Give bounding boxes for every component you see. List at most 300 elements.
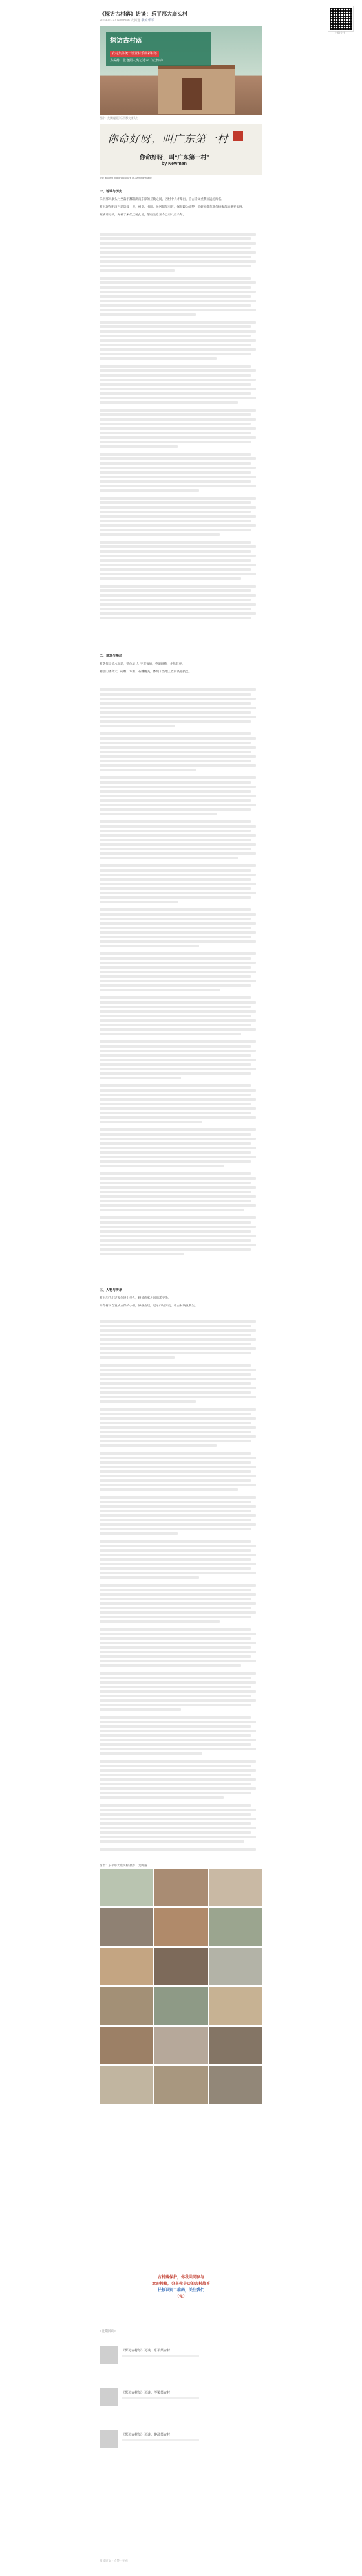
banner-line2: 为保持一张老照人类记述本（征集库） (110, 59, 165, 63)
text-line (100, 918, 251, 920)
text-line (100, 256, 251, 258)
related-thumbnail (100, 2430, 118, 2448)
text-line (100, 1558, 251, 1561)
text-line (100, 1098, 256, 1101)
text-line (100, 693, 251, 696)
article-footer[interactable]: 阅读原文 · 点赞 · 在看 (100, 2559, 128, 2562)
text-line (100, 820, 251, 823)
text-line (100, 813, 217, 815)
text-line (100, 1593, 256, 1596)
text-line (100, 418, 256, 421)
text-line (100, 1488, 238, 1491)
promo-block (100, 2274, 262, 2300)
text-line (100, 1151, 251, 1154)
text-line (100, 996, 251, 999)
text-line (100, 1253, 184, 1255)
seal-stamp-icon (233, 131, 243, 141)
text-line (100, 1699, 256, 1702)
text-line (100, 585, 256, 588)
text-line (100, 1077, 181, 1079)
text-line (100, 1431, 251, 1433)
text-line (100, 1620, 220, 1623)
text-line (100, 1466, 256, 1468)
section-body (100, 197, 262, 221)
text-line (100, 1611, 256, 1614)
paragraph: 如今村民自发成立保护小组，修缮古建，记录口述历史，让古村焕发新生。 (100, 1304, 198, 1308)
text-line (100, 1050, 256, 1052)
text-line (100, 1739, 256, 1741)
text-line (100, 804, 256, 806)
text-line (100, 1796, 224, 1799)
text-line (100, 1408, 256, 1411)
section-title: 一、地域与历史 (100, 190, 123, 193)
text-line (100, 1019, 256, 1022)
text-line (100, 1523, 256, 1526)
paragraph: 村中现存明清古建筑数十座，祠堂、书院、民居错落有致，保存较为完整，是研究赣东北传统聚落的重要实例。 (100, 205, 246, 209)
text-line (100, 564, 256, 566)
text-line (100, 1230, 251, 1233)
text-line (100, 1598, 251, 1600)
text-line (100, 1172, 251, 1175)
text-line (100, 436, 256, 439)
text-line (100, 608, 251, 610)
gallery-photo[interactable] (100, 1948, 153, 1985)
text-line (100, 952, 256, 955)
text-line (100, 1514, 256, 1517)
text-line (100, 1334, 251, 1336)
text-line (100, 1221, 251, 1224)
text-line (100, 962, 256, 964)
ancestral-hall-gate (182, 78, 202, 110)
text-line (100, 1510, 251, 1512)
text-line (100, 716, 256, 718)
text-line (100, 874, 256, 876)
gallery-photo[interactable] (209, 2027, 262, 2064)
text-line (100, 1479, 251, 1482)
text-line (100, 857, 238, 859)
text-line (100, 1033, 241, 1035)
text-line (100, 1572, 256, 1574)
text-line (100, 1743, 251, 1746)
text-line (100, 1054, 251, 1057)
text-line (100, 1068, 256, 1070)
article-meta (100, 18, 262, 23)
text-line (100, 1186, 256, 1189)
gallery-photo[interactable] (100, 2066, 153, 2104)
calligraphy-card (100, 124, 262, 175)
text-line (100, 409, 256, 412)
text-line (100, 1528, 251, 1530)
related-title[interactable]: 《探访古村落》访谈：婺源某古村 (122, 2433, 171, 2437)
text-line (100, 291, 256, 293)
text-line (100, 1787, 256, 1790)
related-article-item[interactable] (100, 2388, 262, 2407)
text-line (100, 1107, 256, 1110)
text-line (100, 1734, 251, 1737)
related-line (122, 2439, 199, 2441)
text-line (100, 1352, 251, 1354)
text-line (100, 365, 251, 368)
text-line (100, 1024, 251, 1026)
text-line (100, 1716, 251, 1719)
text-line (100, 1818, 256, 1820)
text-line (100, 612, 256, 615)
gallery-grid (100, 1869, 262, 2104)
text-line (100, 913, 256, 916)
text-line (100, 1396, 256, 1398)
qr-code-icon (328, 6, 353, 31)
text-line (100, 1006, 251, 1008)
text-line (100, 1059, 256, 1061)
text-line (100, 1540, 251, 1543)
text-line (100, 1452, 251, 1455)
gallery-photo[interactable] (100, 1869, 153, 1906)
text-line (100, 295, 251, 298)
text-line (100, 1045, 251, 1048)
banner-heading-box (106, 32, 211, 66)
gallery-photo[interactable] (100, 1987, 153, 2025)
text-line (100, 388, 256, 390)
paragraph: 祠堂门楼高大，砖雕、木雕、石雕精美，体现了当地工匠的高超技艺。 (100, 670, 192, 674)
gallery-photo[interactable] (209, 1987, 262, 2025)
text-line (100, 808, 251, 811)
text-line (100, 1248, 251, 1251)
text-line (100, 746, 256, 749)
text-line (100, 1602, 256, 1605)
text-line (100, 1783, 251, 1785)
text-line (100, 1686, 251, 1688)
text-line (100, 1440, 251, 1442)
text-line (100, 559, 251, 562)
text-line (100, 471, 251, 474)
text-line (100, 940, 256, 943)
text-line (100, 1356, 175, 1359)
text-line (100, 711, 251, 714)
text-line (100, 1721, 256, 1723)
text-line (100, 776, 256, 779)
text-line (100, 901, 178, 903)
text-line (100, 1792, 251, 1794)
text-line (100, 1822, 251, 1825)
text-line (100, 401, 238, 404)
text-line (100, 1338, 256, 1341)
text-line (100, 966, 251, 969)
text-line (100, 304, 251, 307)
text-line (100, 520, 251, 522)
text-line (100, 1708, 181, 1711)
text-line (100, 480, 251, 483)
text-line (100, 1121, 202, 1123)
text-line (100, 506, 256, 509)
text-line (100, 462, 251, 465)
text-line (100, 725, 175, 727)
text-line (100, 1840, 244, 1843)
text-line (100, 269, 175, 272)
gallery-photo[interactable] (209, 2066, 262, 2104)
text-line (100, 984, 251, 987)
text-line (100, 339, 256, 342)
text-line (100, 720, 251, 723)
text-line (100, 1112, 251, 1114)
text-line (100, 1147, 256, 1149)
text-line (100, 1637, 251, 1640)
text-line (100, 242, 256, 245)
text-line (100, 702, 251, 705)
text-line (100, 330, 256, 333)
text-line (100, 1545, 256, 1547)
text-line (100, 883, 256, 885)
text-line (100, 1235, 256, 1237)
text-line (100, 1549, 251, 1552)
text-line (100, 825, 256, 828)
text-line (100, 344, 251, 346)
text-line (100, 1177, 256, 1180)
text-line (100, 413, 251, 416)
text-line (100, 1142, 251, 1145)
text-line (100, 432, 251, 434)
text-line (100, 1400, 196, 1403)
text-line (100, 300, 256, 302)
text-line (100, 568, 251, 571)
text-line (100, 260, 256, 263)
text-line (100, 848, 251, 850)
gallery-photo[interactable] (100, 2027, 153, 2064)
text-line (100, 1182, 251, 1184)
text-line (100, 233, 256, 236)
text-line (100, 555, 256, 557)
text-line (100, 599, 251, 601)
text-line (100, 1072, 251, 1075)
text-line (100, 1444, 217, 1447)
meta-date: 2019-01-27 (100, 19, 116, 23)
text-line (100, 309, 256, 311)
text-line (100, 1089, 256, 1092)
gallery-photo[interactable] (154, 1869, 208, 1906)
text-line (100, 321, 256, 324)
text-line (100, 737, 256, 740)
text-line (100, 573, 256, 575)
paragraph: 据族谱记载，先祖于宋代迁居此地，繁衍生息至今已有八百余年。 (100, 213, 186, 217)
text-line (100, 878, 251, 881)
text-line (100, 1769, 256, 1772)
gallery-photo[interactable] (154, 1948, 208, 1985)
promo-line: 长按识别二维码，关注我们 (157, 2289, 204, 2293)
text-line (100, 1191, 251, 1193)
text-line (100, 515, 256, 518)
text-line (100, 1584, 256, 1587)
text-line (100, 975, 251, 978)
text-line (100, 397, 256, 399)
meta-account-link[interactable]: 我的乐平 (141, 19, 154, 23)
gallery-caption: 图集：乐平那大康头村 摄影：龙腾遇 (100, 1864, 147, 1867)
text-line (100, 1664, 241, 1667)
text-line (100, 545, 256, 548)
text-line (100, 550, 251, 553)
text-line (100, 1364, 251, 1367)
paragraph: 村中历代出过多位进士举人，耕读传家之风绵延不绝。 (100, 1296, 171, 1299)
text-line (100, 1040, 256, 1043)
text-line (100, 577, 241, 580)
text-line (100, 1457, 256, 1459)
text-line (100, 237, 251, 240)
text-line (100, 1094, 251, 1096)
text-line (100, 1831, 251, 1834)
text-line (100, 795, 256, 797)
text-line (100, 755, 256, 758)
text-line (100, 1387, 256, 1389)
text-line (100, 1128, 256, 1131)
text-line (100, 1244, 256, 1246)
text-block-placeholder (100, 233, 262, 621)
text-line (100, 830, 251, 832)
text-line (100, 1378, 256, 1380)
calligraphy-script: 你命好呀，叫广东第一村 (107, 133, 229, 145)
gallery-photo[interactable] (154, 1908, 208, 1946)
related-article-item[interactable] (100, 2346, 262, 2365)
text-line (100, 1589, 251, 1591)
text-line (100, 357, 217, 360)
text-line (100, 989, 220, 991)
text-line (100, 1422, 251, 1424)
text-line (100, 834, 256, 837)
text-line (100, 1836, 256, 1838)
text-line (100, 957, 251, 960)
text-line (100, 1567, 251, 1570)
text-line (100, 1116, 256, 1119)
text-line (100, 698, 256, 700)
text-line (100, 265, 251, 267)
text-line (100, 927, 251, 929)
text-line (100, 908, 251, 911)
text-line (100, 1484, 256, 1486)
text-line (100, 524, 256, 527)
text-line (100, 427, 256, 430)
gallery-photo[interactable] (100, 1908, 153, 1946)
text-line (100, 1672, 256, 1675)
text-line (100, 1369, 256, 1371)
text-line (100, 541, 251, 544)
text-line (100, 453, 251, 456)
text-line (100, 1505, 256, 1508)
calligraphy-caption: The ancient building culture of Jiaming village (100, 176, 152, 179)
text-line (100, 764, 256, 767)
section-title: 三、人物与传承 (100, 1288, 123, 1292)
text-line (100, 1646, 251, 1649)
text-line (100, 1704, 251, 1706)
text-line (100, 1813, 251, 1816)
text-line (100, 383, 251, 386)
text-line (100, 1320, 256, 1323)
text-line (100, 760, 251, 762)
text-line (100, 1138, 256, 1140)
section-body (100, 661, 262, 677)
text-line (100, 1563, 256, 1565)
text-line (100, 1848, 256, 1851)
text-line (100, 441, 251, 443)
gallery-photo[interactable] (154, 2066, 208, 2104)
related-title[interactable]: 《探访古村落》访谈：浮梁某古村 (122, 2391, 171, 2395)
section-title: 二、建筑与格局 (100, 654, 123, 658)
text-line (100, 1195, 256, 1198)
text-line (100, 1809, 256, 1811)
gallery-photo[interactable] (209, 1948, 262, 1985)
text-line (100, 374, 251, 377)
text-line (100, 1165, 224, 1167)
text-line (100, 1204, 256, 1207)
related-line (122, 2355, 199, 2357)
text-line (100, 247, 251, 249)
text-line (100, 1628, 251, 1631)
text-line (100, 1216, 256, 1219)
text-line (100, 476, 256, 478)
text-line (100, 843, 256, 846)
text-line (100, 325, 251, 328)
text-line (100, 1730, 256, 1732)
text-line (100, 1532, 178, 1535)
related-thumbnail (100, 2346, 118, 2364)
text-line (100, 1496, 256, 1499)
text-line (100, 485, 256, 487)
text-line (100, 281, 256, 284)
text-line (100, 1677, 251, 1679)
photo-gallery (100, 1864, 262, 2104)
text-line (100, 1028, 256, 1031)
gallery-photo[interactable] (154, 1987, 208, 2025)
text-line (100, 1760, 256, 1763)
text-line (100, 896, 251, 899)
text-line (100, 277, 251, 280)
text-line (100, 594, 256, 597)
gallery-photo[interactable] (209, 1908, 262, 1946)
read-more-label: < 往期回顾 > (100, 2329, 116, 2333)
text-line (100, 839, 251, 841)
section-body (100, 1295, 262, 1311)
text-line (100, 353, 251, 355)
text-line (100, 892, 256, 894)
text-line (100, 1690, 256, 1693)
related-title[interactable]: 《探访古村落》访谈：乐平某古村 (122, 2349, 171, 2353)
text-line (100, 369, 256, 372)
text-line (100, 1633, 256, 1635)
text-line (100, 1827, 256, 1829)
text-line (100, 1226, 256, 1228)
text-line (100, 1616, 251, 1618)
text-line (100, 971, 256, 973)
text-line (100, 1413, 251, 1415)
text-line (100, 1554, 256, 1556)
text-line (100, 790, 251, 793)
text-line (100, 1417, 256, 1420)
text-line (100, 348, 256, 351)
text-line (100, 1209, 244, 1211)
text-line (100, 1133, 251, 1136)
related-article-item[interactable] (100, 2430, 262, 2449)
text-line (100, 1475, 256, 1477)
text-line (100, 1001, 256, 1004)
text-line (100, 781, 251, 784)
text-line (100, 742, 251, 744)
gallery-photo[interactable] (209, 1869, 262, 1906)
text-line (100, 1778, 256, 1781)
gallery-photo[interactable] (154, 2027, 208, 2064)
text-line (100, 423, 251, 425)
related-thumbnail (100, 2388, 118, 2406)
related-line (122, 2397, 199, 2399)
text-line (100, 1063, 251, 1066)
text-line (100, 1200, 251, 1202)
text-line (100, 511, 251, 513)
text-line (100, 1470, 251, 1473)
